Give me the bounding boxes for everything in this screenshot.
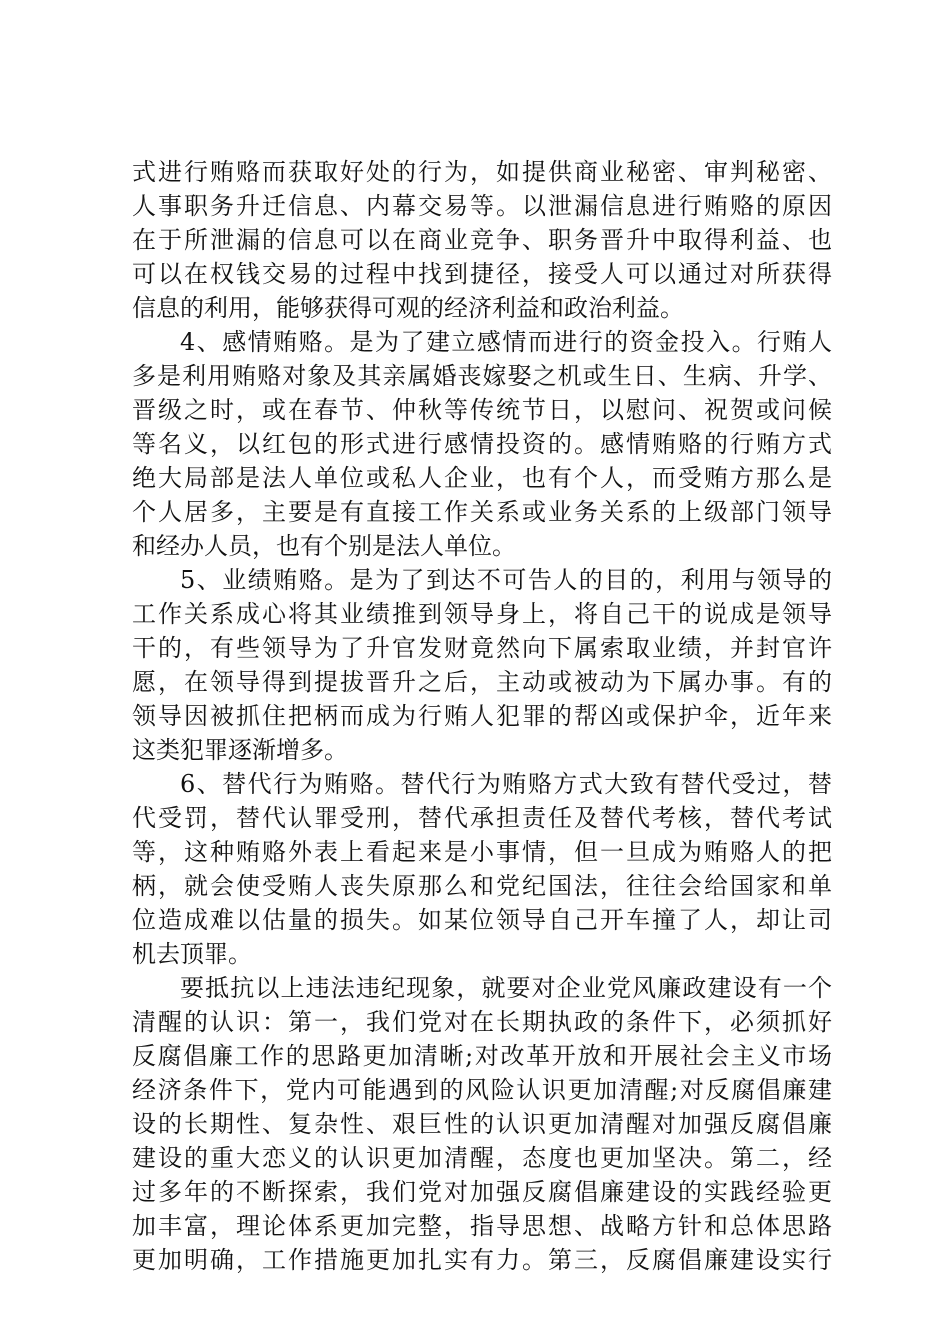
text-line: 柄，就会使受贿人丧失原那么和党纪国法，往往会给国家和单	[132, 872, 832, 900]
text-line: 工作关系成心将其业绩推到领导身上，将自己干的说成是领导	[132, 600, 832, 628]
text-line: 等，这种贿赂外表上看起来是小事情，但一旦成为贿赂人的把	[132, 838, 832, 866]
text-line: 设的长期性、复杂性、艰巨性的认识更加清醒对加强反腐倡廉	[132, 1110, 832, 1138]
text-line: 晋级之时，或在春节、仲秋等传统节日，以慰问、祝贺或问候	[132, 396, 832, 424]
text-line: 更加明确，工作措施更加扎实有力。第三，反腐倡廉建设实行	[132, 1246, 832, 1274]
text-line: 信息的利用，能够获得可观的经济利益和政治利益。	[132, 294, 684, 322]
paragraph-heading-line: 4、感情贿赂。是为了建立感情而进行的资金投入。行贿人	[180, 328, 832, 356]
text-line: 过多年的不断探索，我们党对加强反腐倡廉建设的实践经验更	[132, 1178, 832, 1206]
text-line: 机去顶罪。	[132, 940, 252, 968]
text-line: 人事职务升迁信息、内幕交易等。以泄漏信息进行贿赂的原因	[132, 192, 832, 220]
text-line: 等名义，以红包的形式进行感情投资的。感情贿赂的行贿方式	[132, 430, 832, 458]
text-line: 建设的重大恋义的认识更加清醒，态度也更加坚决。第二，经	[132, 1144, 832, 1172]
text-line: 位造成难以估量的损失。如某位领导自己开车撞了人，却让司	[132, 906, 832, 934]
text-line: 愿，在领导得到提拔晋升之后，主动或被动为下属办事。有的	[132, 668, 832, 696]
paragraph-heading-line: 5、业绩贿赂。是为了到达不可告人的目的，利用与领导的	[180, 566, 832, 594]
text-line: 加丰富，理论体系更加完整，指导思想、战略方针和总体思路	[132, 1212, 832, 1240]
text-line: 干的，有些领导为了升官发财竟然向下属索取业绩，并封官许	[132, 634, 832, 662]
text-line: 代受罚，替代认罪受刑，替代承担责任及替代考核，替代考试	[132, 804, 832, 832]
text-line: 经济条件下，党内可能遇到的风险认识更加清醒;对反腐倡廉建	[132, 1076, 832, 1104]
text-line: 绝大局部是法人单位或私人企业，也有个人，而受贿方那么是	[132, 464, 832, 492]
text-line: 可以在权钱交易的过程中找到捷径，接受人可以通过对所获得	[132, 260, 832, 288]
text-line: 多是利用贿赂对象及其亲属婚丧嫁娶之机或生日、生病、升学、	[132, 362, 832, 390]
text-line: 和经办人员，也有个别是法人单位。	[132, 532, 516, 560]
text-line: 这类犯罪逐渐增多。	[132, 736, 348, 764]
paragraph-start-line: 要抵抗以上违法违纪现象，就要对企业党风廉政建设有一个	[180, 974, 832, 1002]
paragraph-heading-line: 6、替代行为贿赂。替代行为贿赂方式大致有替代受过，替	[180, 770, 832, 798]
body-text	[132, 155, 832, 1277]
text-line: 个人居多，主要是有直接工作关系或业务关系的上级部门领导	[132, 498, 832, 526]
text-line: 清醒的认识：第一，我们党对在长期执政的条件下，必须抓好	[132, 1008, 832, 1036]
text-line: 在于所泄漏的信息可以在商业竞争、职务晋升中取得利益、也	[132, 226, 832, 254]
text-line: 式进行贿赂而获取好处的行为，如提供商业秘密、审判秘密、	[132, 158, 832, 186]
text-line: 反腐倡廉工作的思路更加清晰;对改革开放和开展社会主义市场	[132, 1042, 832, 1070]
text-line: 领导因被抓住把柄而成为行贿人犯罪的帮凶或保护伞，近年来	[132, 702, 832, 730]
